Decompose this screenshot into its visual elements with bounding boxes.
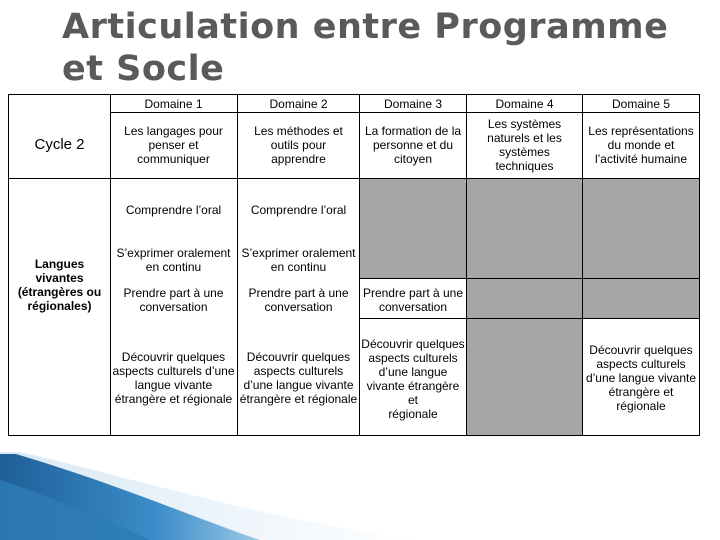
competence-prendre-part-d2: Prendre part à une conversation bbox=[248, 286, 349, 314]
domain-3-name: La formation de la personne et du citoyen bbox=[364, 124, 462, 166]
header-domaine-2: Domaine 2 bbox=[269, 96, 328, 111]
competence-sexprimer-d1: S’exprimer oralement en continu bbox=[116, 246, 231, 274]
competence-decouvrir-d3: Découvrir quelques aspects culturels d’une langue vivante étrangère et régionale bbox=[361, 337, 465, 421]
shaded-cell bbox=[467, 319, 582, 435]
competence-decouvrir-d1: Découvrir quelques aspects culturels d’une langue vivante étrangère et régionale bbox=[112, 350, 235, 406]
competence-sexprimer-d2: S’exprimer oralement en continu bbox=[241, 246, 356, 274]
competence-decouvrir-d2: Découvrir quelques aspects culturels d’une langue vivante étrangère et régionale bbox=[239, 350, 358, 406]
competence-prendre-part-d3: Prendre part à une conversation bbox=[362, 286, 464, 314]
shaded-cell bbox=[360, 179, 466, 279]
decorative-swoosh bbox=[0, 440, 720, 540]
shaded-cell bbox=[583, 179, 699, 279]
header-domaine-4: Domaine 4 bbox=[495, 96, 554, 111]
competence-comprendre-d2: Comprendre l’oral bbox=[250, 203, 347, 217]
domain-5-name: Les représentations du monde et l’activité humaine bbox=[588, 124, 694, 166]
header-domaine-5: Domaine 5 bbox=[611, 96, 671, 111]
competence-comprendre-d1: Comprendre l’oral bbox=[125, 203, 222, 217]
domain-2-name: Les méthodes et outils pour apprendre bbox=[254, 124, 343, 166]
page-title: Articulation entre Programme et Socle bbox=[62, 7, 669, 89]
row-label-langues-vivantes: Langues vivantes (étrangères ou régionales) bbox=[17, 257, 102, 313]
shaded-cell bbox=[467, 279, 582, 318]
domain-1-name: Les langages pour penser et communiquer bbox=[124, 124, 223, 166]
row-label-cycle: Cycle 2 bbox=[34, 136, 85, 153]
articulation-table bbox=[8, 94, 700, 436]
shaded-cell bbox=[583, 279, 699, 318]
competence-prendre-part-d1: Prendre part à une conversation bbox=[123, 286, 224, 314]
header-domaine-1: Domaine 1 bbox=[144, 96, 203, 111]
domain-4-name: Les systèmes naturels et les systèmes techniques bbox=[487, 117, 562, 173]
competence-decouvrir-d5: Découvrir quelques aspects culturels d’une langue vivante étrangère et régionale bbox=[585, 343, 697, 413]
header-domaine-3: Domaine 3 bbox=[383, 96, 443, 111]
shaded-cell bbox=[467, 179, 582, 279]
